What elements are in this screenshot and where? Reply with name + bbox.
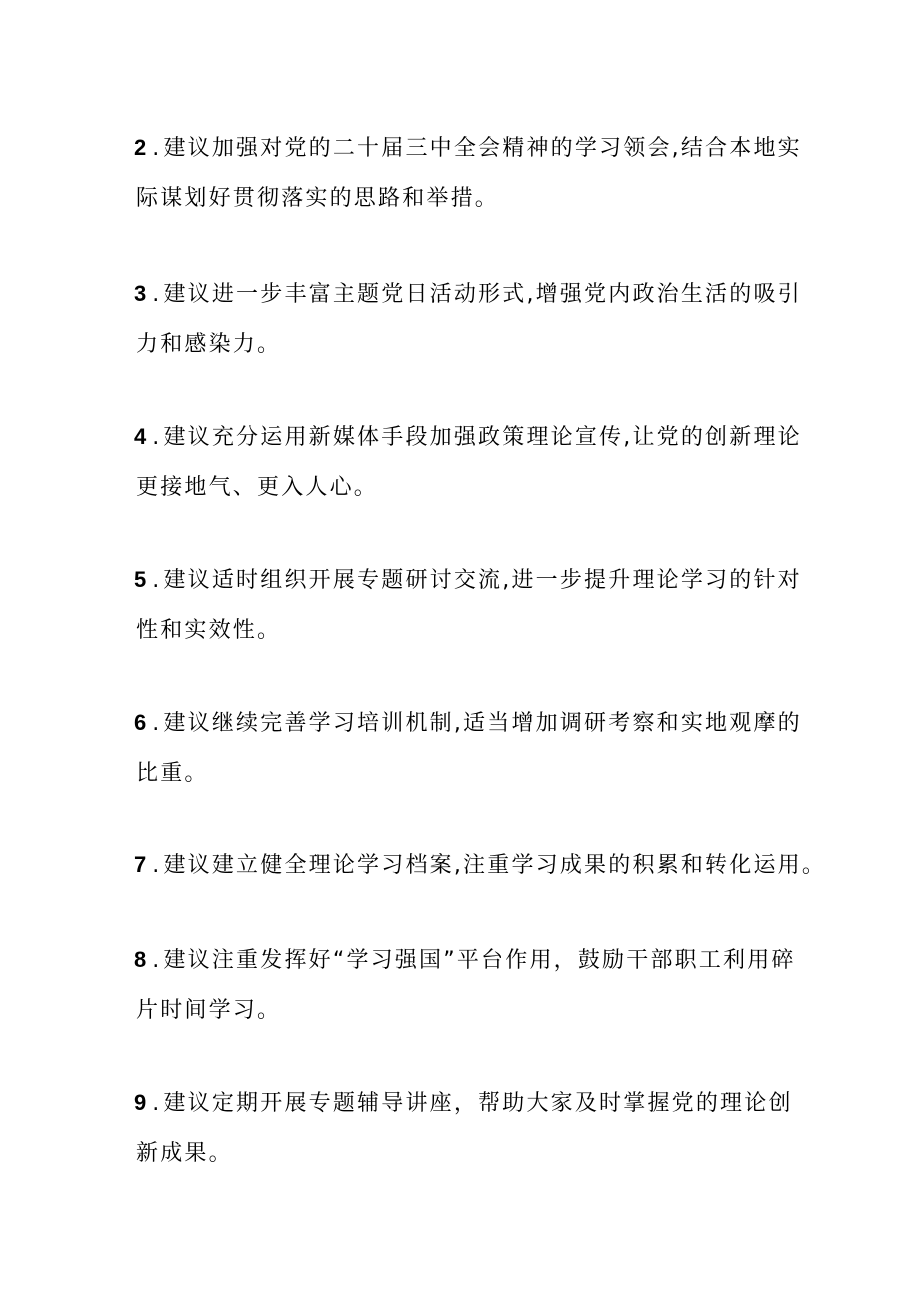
item-first-line — [134, 554, 814, 605]
item-separator: . — [152, 948, 162, 973]
item-second-line: 更接地气、更入人心。 — [136, 475, 379, 500]
item-second-line: 际谋划好贯彻落实的思路和举措。 — [136, 186, 500, 211]
list-item-6 — [134, 697, 814, 799]
list-item-2 — [134, 122, 814, 224]
item-first-line — [134, 1077, 814, 1128]
item-separator: . — [152, 1091, 162, 1116]
item-first-line — [134, 697, 814, 748]
item-separator: . — [152, 568, 162, 593]
list-item-3 — [134, 268, 814, 370]
item-first-line — [134, 268, 814, 319]
item-text: 建议建立健全理论学习档案,注重学习成果的积累和转化运用。 — [163, 853, 827, 878]
item-separator: . — [152, 282, 162, 307]
item-second-line: 新成果。 — [136, 1141, 233, 1166]
list-item-7 — [134, 839, 827, 890]
item-second-line: 片时间学习。 — [136, 998, 282, 1023]
item-first-line — [134, 839, 827, 890]
item-text: 建议加强对党的二十届三中全会精神的学习领会,结合本地实 — [163, 136, 802, 161]
item-text: 建议充分运用新媒体手段加强政策理论宣传,让党的创新理论 — [163, 425, 802, 450]
item-second-line: 比重。 — [136, 761, 209, 786]
item-separator: . — [152, 425, 162, 450]
item-text: 建议继续完善学习培训机制,适当增加调研考察和实地观摩的 — [163, 711, 802, 736]
list-item-9 — [134, 1077, 814, 1179]
item-text: 建议注重发挥好“学习强国”平台作用，鼓励干部职工利用碎 — [163, 948, 796, 973]
list-item-4 — [134, 411, 814, 513]
item-number: 7 — [134, 852, 147, 877]
item-first-line — [134, 411, 814, 462]
item-number: 2 — [134, 135, 147, 160]
item-text: 建议定期开展专题辅导讲座，帮助大家及时掌握党的理论创 — [163, 1091, 793, 1116]
item-separator: . — [152, 711, 162, 736]
list-item-8 — [134, 934, 814, 1036]
item-text: 建议适时组织开展专题研讨交流,进一步提升理论学习的针对 — [163, 568, 802, 593]
item-separator: . — [152, 853, 162, 878]
item-second-line: 力和感染力。 — [136, 332, 282, 357]
list-item-5 — [134, 554, 814, 656]
item-number: 8 — [134, 947, 147, 972]
item-number: 6 — [134, 710, 147, 735]
item-number: 5 — [134, 567, 147, 592]
item-number: 9 — [134, 1090, 147, 1115]
item-separator: . — [152, 136, 162, 161]
item-number: 4 — [134, 424, 147, 449]
item-first-line — [134, 122, 814, 173]
item-second-line: 性和实效性。 — [136, 618, 282, 643]
item-text: 建议进一步丰富主题党日活动形式,增强党内政治生活的吸引 — [163, 282, 802, 307]
item-first-line — [134, 934, 814, 985]
item-number: 3 — [134, 281, 147, 306]
